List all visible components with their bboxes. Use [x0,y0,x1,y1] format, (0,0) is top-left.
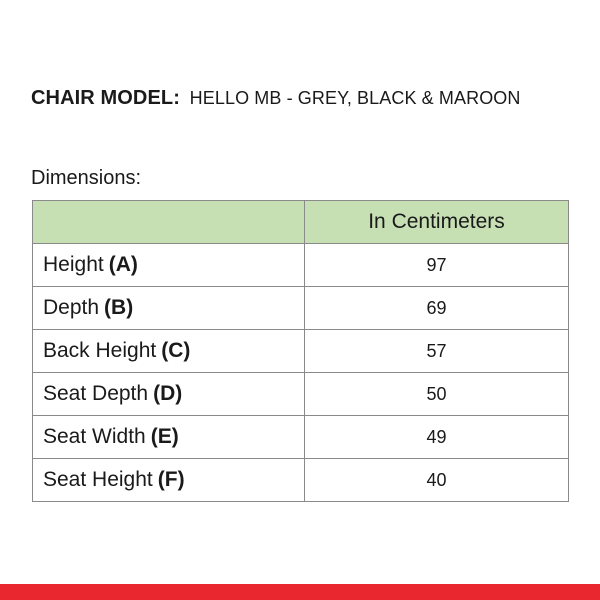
header-cell-unit: In Centimeters [305,201,569,244]
dimension-code: (E) [150,425,179,448]
dimension-name-cell [33,373,305,416]
table-row [33,373,569,416]
chair-model-label: CHAIR MODEL: [31,87,180,109]
dimension-code: (D) [153,382,183,405]
dimension-name: Height [43,253,104,276]
dimension-value: 69 [305,287,569,330]
chair-model-line [31,86,521,110]
dimension-name: Seat Depth [43,382,149,405]
table-row [33,459,569,502]
dimension-name: Seat Height [43,468,153,491]
accent-bar [0,584,600,600]
dimension-name: Depth [43,296,100,319]
dimension-code: (A) [108,253,138,276]
dimension-value: 50 [305,373,569,416]
header-cell-empty [33,201,305,244]
table-row [33,330,569,373]
chair-model-value: HELLO MB - GREY, BLACK & MAROON [189,88,521,108]
dimension-value: 40 [305,459,569,502]
dimension-name: Back Height [43,339,157,362]
dimension-code: (B) [104,296,134,319]
dimension-value: 57 [305,330,569,373]
dimension-code: (F) [157,468,185,491]
dimension-name-cell [33,330,305,373]
dimension-value: 97 [305,244,569,287]
dimension-code: (C) [161,339,191,362]
dimensions-table [32,200,569,502]
dimension-name-cell [33,416,305,459]
dimension-name-cell [33,287,305,330]
dimension-value: 49 [305,416,569,459]
dimension-name-cell [33,459,305,502]
table-row [33,416,569,459]
dimension-name: Seat Width [43,425,146,448]
table-row [33,287,569,330]
table-header-row [33,201,569,244]
dimensions-heading: Dimensions: [31,167,142,189]
dimension-name-cell [33,244,305,287]
table-row [33,244,569,287]
